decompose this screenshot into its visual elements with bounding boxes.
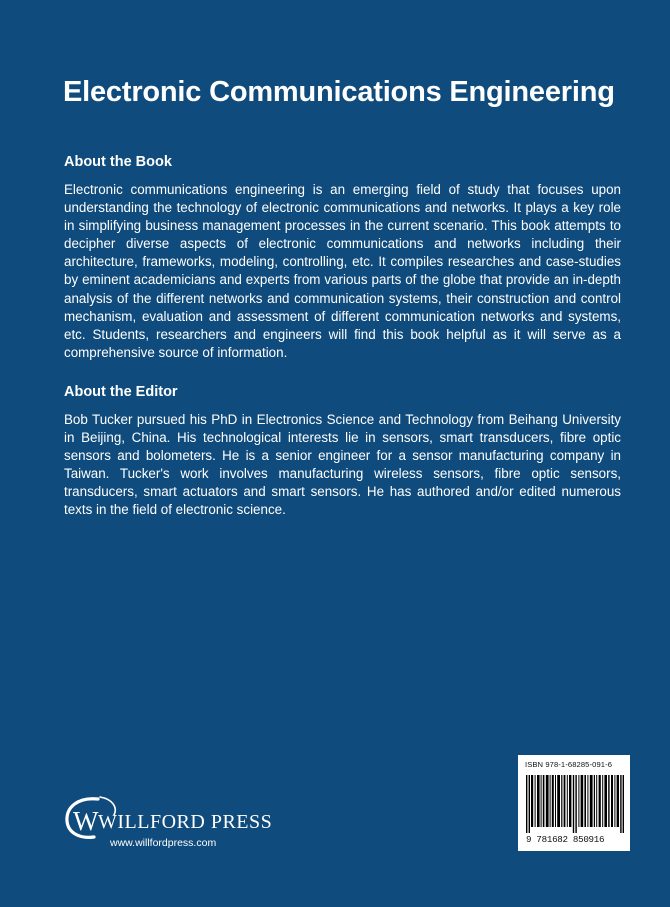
isbn-label: ISBN 978-1-68285-091-6: [525, 760, 613, 769]
barcode-icon: [526, 775, 624, 833]
svg-text:W: W: [73, 806, 99, 836]
about-book-text: Electronic communications engineering is an emerging field of study that focuses upon understanding the technology of electronic communications and networks. It plays a key role in simplifying business management processes in the current scenario. This book attempts to decipher diverse aspects of electronic communications and networks including their architecture, frameworks, modeling, controlling, etc. It compiles researches and case-studies by eminent academicians and experts from various parts of the globe that provide an in-depth analysis of the different networks and communication systems, their construction and control mechanism, evaluation and assessment of different communication networks and systems, etc. Students, researchers and engineers will find this book helpful as it will serve as a comprehensive source of information.: [64, 182, 621, 360]
isbn-barcode-block: [518, 755, 630, 851]
barcode-number: 9 781682 850916: [526, 834, 605, 845]
publisher-logo: [64, 793, 273, 855]
book-title: Electronic Communications Engineering: [63, 76, 615, 108]
about-editor-heading: About the Editor: [64, 384, 178, 400]
about-book-heading: About the Book: [64, 154, 172, 170]
publisher-name: WILLFORD PRESS: [98, 811, 273, 833]
about-editor-text: Bob Tucker pursued his PhD in Electronics Science and Technology from Beihang University in Beijing, China. His technological interests lie in sensors, smart transducers, fibre optic sensors and bolometers. He is a senior engineer for a sensor manufacturing company in Taiwan. Tucker's work involves manufacturing wireless sensors, fibre optic sensors, transducers, smart actuators and smart sensors. He has authored and/or edited numerous texts in the field of electronic science.: [64, 412, 621, 518]
publisher-url: www.willfordpress.com: [110, 837, 217, 849]
